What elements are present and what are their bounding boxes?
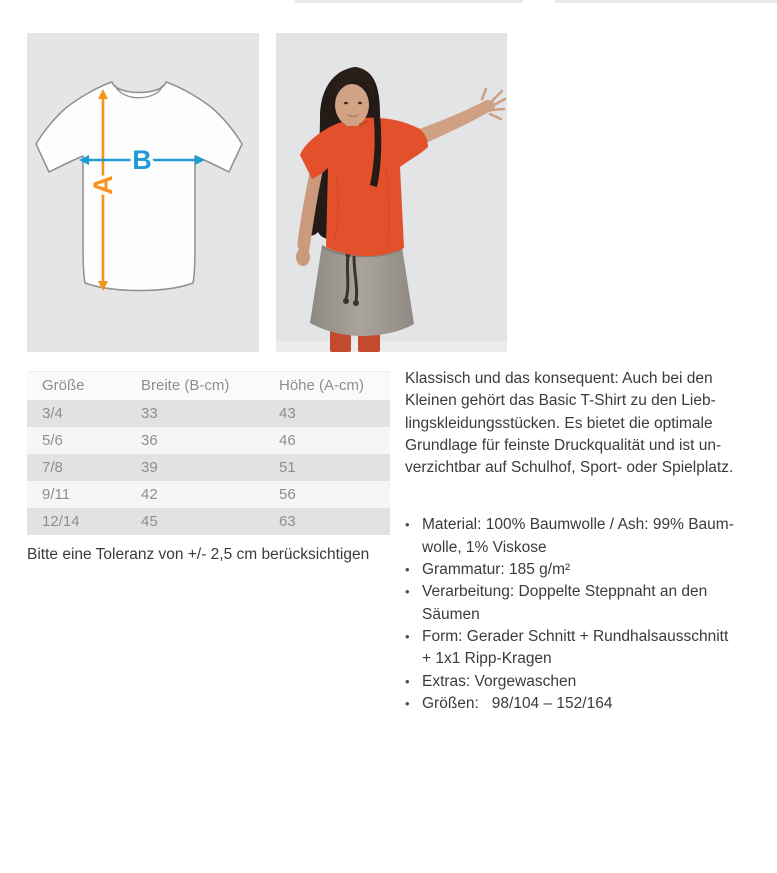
tshirt-measurement-diagram xyxy=(27,33,259,352)
cell-size: 3/4 xyxy=(42,404,63,422)
size-table xyxy=(27,371,390,535)
paragraph-line: lingskleidungsstücken. Es bietet die optimale xyxy=(405,414,713,432)
bullet-line: Extras: Vorgewaschen xyxy=(422,672,577,690)
product-description xyxy=(405,368,777,715)
bullet-line: + 1x1 Ripp-Kragen xyxy=(422,650,552,668)
table-row xyxy=(27,508,390,535)
width-label-b: B xyxy=(132,145,152,175)
table-row xyxy=(27,454,390,481)
tshirt-outline xyxy=(36,82,242,291)
size-diagram-panel xyxy=(27,33,259,352)
list-item-form xyxy=(405,626,777,671)
bullet-icon: • xyxy=(405,628,410,644)
girl-denim-skirt xyxy=(310,245,414,336)
cell-width: 42 xyxy=(141,485,158,503)
cell-height: 56 xyxy=(279,485,296,503)
top-divider-strip-right xyxy=(555,0,777,3)
cell-size: 9/11 xyxy=(42,485,71,503)
bullet-line: Grammatur: 185 g/m² xyxy=(422,561,571,579)
cell-height: 46 xyxy=(279,431,296,449)
tolerance-note: Bitte eine Toleranz von +/- 2,5 cm berücksichtigen xyxy=(27,546,370,563)
child-model-photo xyxy=(276,33,507,352)
bullet-line: Verarbeitung: Doppelte Steppnaht an den xyxy=(422,583,708,601)
cell-width: 39 xyxy=(141,458,158,476)
list-item-groessen xyxy=(405,693,777,715)
cell-size: 5/6 xyxy=(42,431,63,449)
bullet-line: Material: 100% Baumwolle / Ash: 99% Baum- xyxy=(422,516,734,534)
bullet-icon: • xyxy=(405,584,410,600)
cell-height: 63 xyxy=(279,512,296,530)
list-item-material xyxy=(405,514,777,559)
list-item-verarbeitung xyxy=(405,581,777,626)
bullet-icon: • xyxy=(405,695,410,711)
bullet-icon: • xyxy=(405,673,410,689)
top-divider-strip-left xyxy=(295,0,523,3)
cell-size: 7/8 xyxy=(42,458,63,476)
size-table-header-row xyxy=(27,372,390,400)
photo-floor-strip xyxy=(276,341,507,352)
paragraph-line: Grundlage für feinste Druckqualität und ist un- xyxy=(405,436,722,454)
bullet-icon: • xyxy=(405,517,410,533)
list-item-grammatur xyxy=(405,559,777,581)
table-row xyxy=(27,427,390,454)
col-header-hoehe: Höhe (A-cm) xyxy=(279,377,365,395)
cell-height: 51 xyxy=(279,458,296,476)
bullet-icon: • xyxy=(405,562,410,578)
cell-width: 33 xyxy=(141,404,158,422)
description-paragraph xyxy=(405,368,777,479)
paragraph-line: Kleinen gehört das Basic T-Shirt zu den Lieb- xyxy=(405,392,716,410)
girl-face xyxy=(335,84,369,126)
bullet-line: Größen: 98/104 – 152/164 xyxy=(422,694,613,712)
spec-bullet-list xyxy=(405,514,777,715)
list-item-extras xyxy=(405,671,777,693)
product-photo-panel xyxy=(276,33,507,352)
cell-width: 45 xyxy=(141,512,158,530)
paragraph-line: Klassisch und das konsequent: Auch bei den xyxy=(405,370,713,387)
table-row xyxy=(27,400,390,427)
paragraph-line: verzichtbar auf Schulhof, Sport- oder Spielplatz. xyxy=(405,459,734,477)
bullet-line: wolle, 1% Viskose xyxy=(422,538,547,556)
cell-width: 36 xyxy=(141,431,158,449)
table-row xyxy=(27,481,390,508)
bullet-line: Form: Gerader Schnitt + Rundhalsausschnitt xyxy=(422,627,729,645)
cell-size: 12/14 xyxy=(42,512,80,530)
col-header-breite: Breite (B-cm) xyxy=(141,377,230,395)
col-header-groesse: Größe xyxy=(42,377,85,395)
bullet-line: Säumen xyxy=(422,605,480,623)
height-label-a: A xyxy=(88,175,118,195)
cell-height: 43 xyxy=(279,404,296,422)
